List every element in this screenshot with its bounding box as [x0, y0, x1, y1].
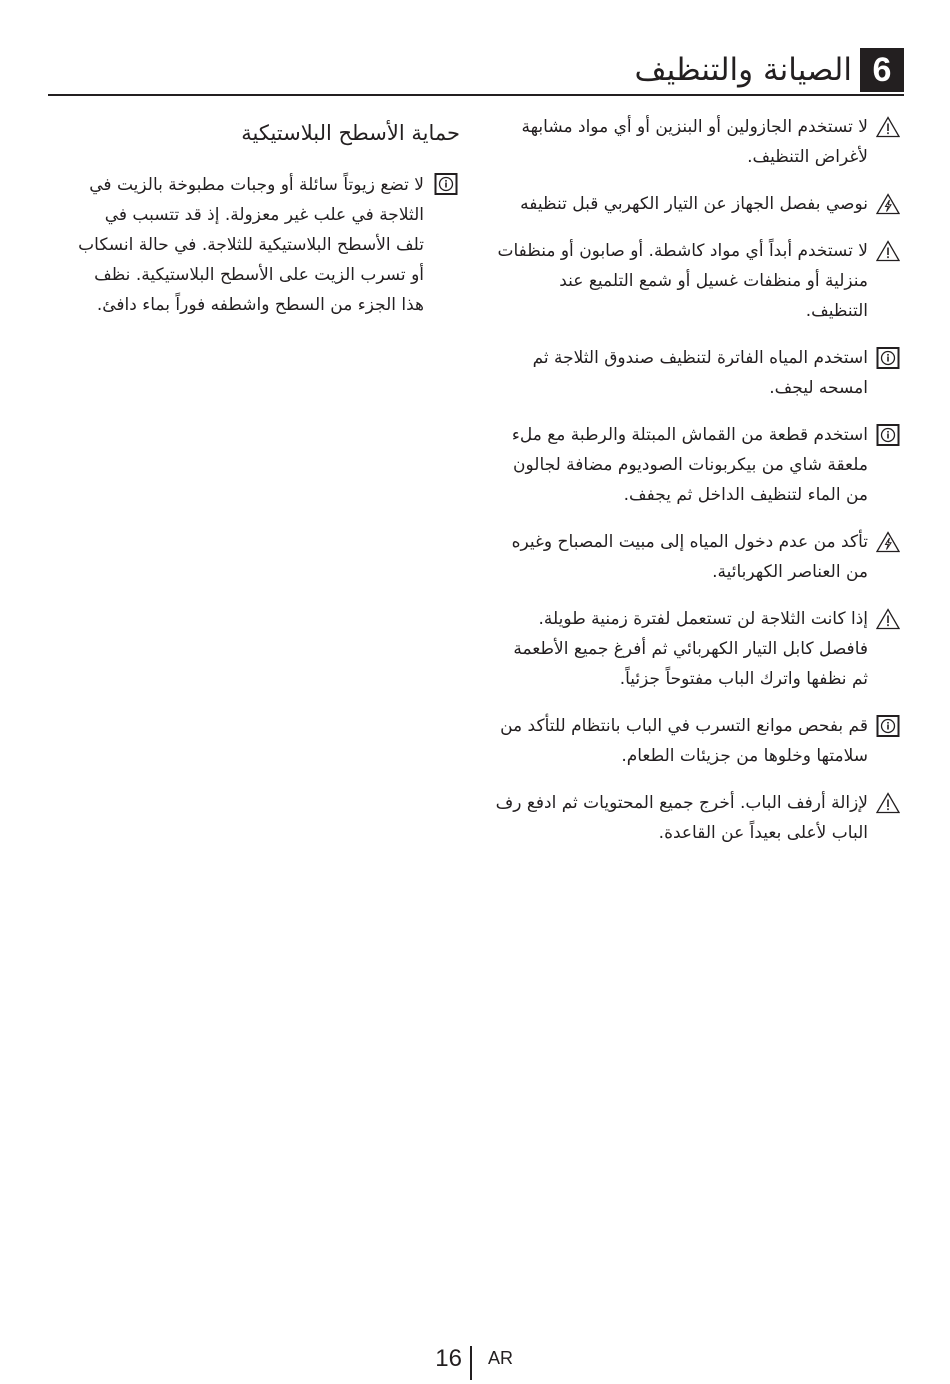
- page-number: 16: [435, 1345, 462, 1372]
- electric-warning-icon: [876, 193, 900, 215]
- info-icon: [876, 347, 900, 369]
- note-item: [495, 112, 900, 172]
- note-item: [75, 170, 460, 320]
- note-text: لإزالة أرفف الباب. أخرج جميع المحتويات ثم ادفع رف الباب لأعلى بعيداً عن القاعدة.: [495, 793, 868, 843]
- note-item: [495, 189, 900, 219]
- warning-icon: [876, 240, 900, 262]
- note-text: استخدم المياه الفاترة لتنظيف صندوق الثلاجة ثم امسحه ليجف.: [532, 348, 868, 398]
- note-item: [495, 420, 900, 510]
- left-column: [75, 118, 460, 337]
- chapter-header: [48, 48, 904, 96]
- info-icon: [876, 424, 900, 446]
- language-code: AR: [488, 1348, 514, 1368]
- note-item: [495, 604, 900, 694]
- right-column: [495, 112, 900, 865]
- chapter-number: 6: [860, 48, 904, 92]
- page-footer: [0, 1342, 950, 1382]
- note-text: لا تستخدم أبداً أي مواد كاشطة. أو صابون أو منظفات منزلية أو منظفات غسيل أو شمع التلميع عند التنظيف.: [497, 241, 868, 321]
- info-icon: [434, 173, 458, 195]
- warning-icon: [876, 792, 900, 814]
- note-text: لا تضع زيوتاً سائلة أو وجبات مطبوخة بالزيت في الثلاجة في علب غير معزولة. إذ قد تتسبب في تلف الأسطح البلاستيكية للثلاجة. في حالة انسكاب أو تسرب الزيت على الأسطح البلاستيكية. نظف هذا الجزء من السطح واشطفه فوراً بماء دافئ.: [78, 175, 424, 315]
- note-item: [495, 343, 900, 403]
- note-text: لا تستخدم الجازولين أو البنزين أو أي مواد مشابهة لأغراض التنظيف.: [521, 117, 868, 167]
- note-item: [495, 236, 900, 326]
- electric-warning-icon: [876, 531, 900, 553]
- note-item: [495, 527, 900, 587]
- note-text: نوصي بفصل الجهاز عن التيار الكهربي قبل تنظيفه: [520, 194, 868, 214]
- note-item: [495, 788, 900, 848]
- note-text: استخدم قطعة من القماش المبتلة والرطبة مع ملء ملعقة شاي من بيكربونات الصوديوم مضافة لجالون من الماء لتنظيف الداخل ثم يجفف.: [511, 425, 868, 505]
- warning-icon: [876, 116, 900, 138]
- chapter-title: الصيانة والتنظيف: [634, 52, 852, 88]
- footer-separator: [470, 1346, 472, 1380]
- section-title: حماية الأسطح البلاستيكية: [241, 121, 460, 145]
- warning-icon: [876, 608, 900, 630]
- info-icon: [876, 715, 900, 737]
- note-text: تأكد من عدم دخول المياه إلى مبيت المصباح وغيره من العناصر الكهربائية.: [511, 532, 868, 582]
- note-item: [495, 711, 900, 771]
- note-text: قم بفحص موانع التسرب في الباب بانتظام للتأكد من سلامتها وخلوها من جزيئات الطعام.: [500, 716, 868, 766]
- note-text: إذا كانت الثلاجة لن تستعمل لفترة زمنية طويلة. فافصل كابل التيار الكهربائي ثم أفرغ جميع الأطعمة ثم نظفها واترك الباب مفتوحاً جزئياً.: [513, 609, 868, 689]
